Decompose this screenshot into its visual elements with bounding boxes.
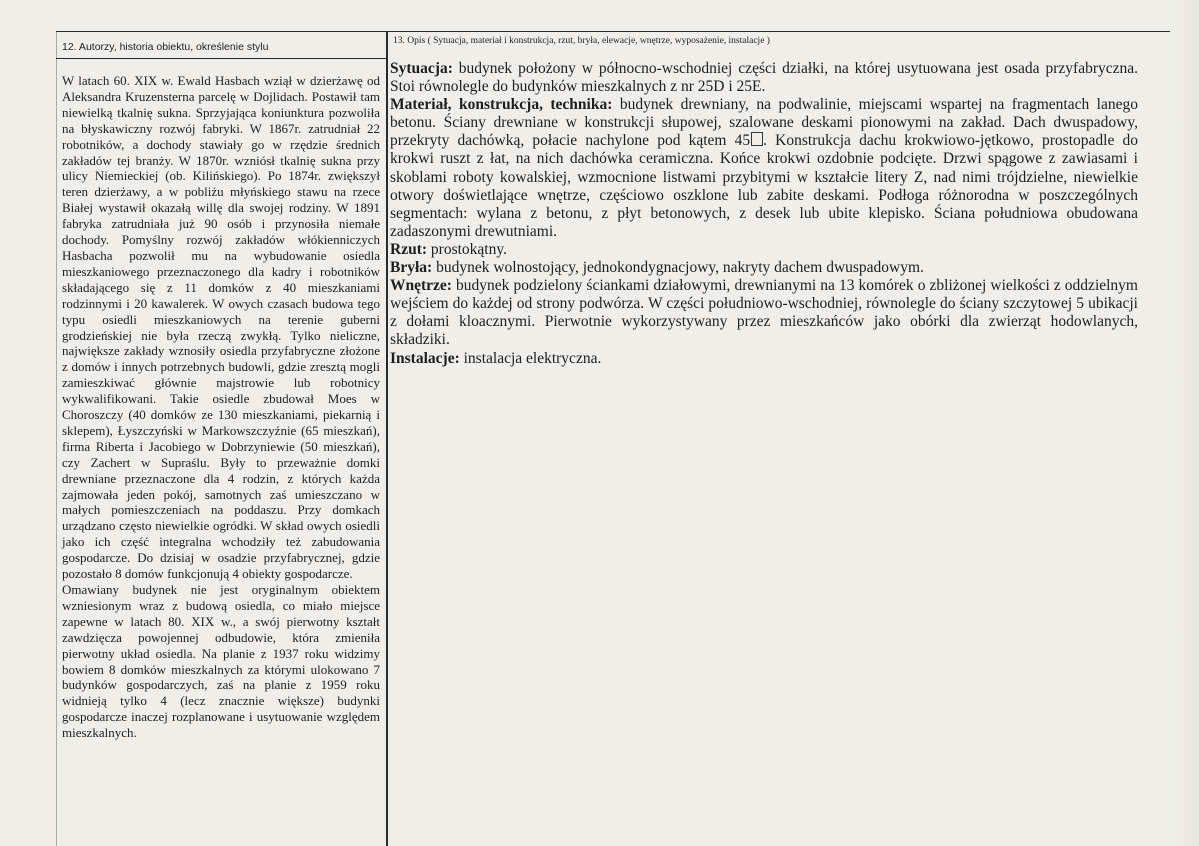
form-text: budynek wolnostojący, jednokondygnacjowy, nakryty dachem dwuspadowym. — [432, 259, 924, 277]
scan-edge-shadow — [1170, 0, 1199, 846]
frame-column-divider — [386, 31, 388, 846]
installations-paragraph — [390, 350, 1138, 368]
form-label: Bryła: — [390, 259, 433, 277]
situation-text: budynek położony w północno-wschodniej części działki, na której usytuowana jest osada przyfabryczna. Stoi równolegle do budynków mieszkalnych z nr 25D i 25E. — [390, 60, 1138, 96]
plan-label: Rzut: — [390, 240, 428, 258]
installations-text: instalacja elektryczna. — [459, 349, 602, 367]
description-text — [390, 60, 1138, 368]
history-text — [62, 73, 380, 741]
situation-label: Sytuacja: — [390, 60, 453, 77]
installations-label: Instalacje: — [390, 349, 460, 367]
frame-top-line — [56, 31, 1170, 32]
section-12-title: 12. Autorzy, historia obiektu, określenie stylu — [62, 41, 269, 53]
form-paragraph — [390, 259, 1138, 277]
situation-paragraph — [390, 60, 1138, 96]
plan-text: prostokątny. — [427, 240, 507, 258]
frame-header-divider — [56, 58, 386, 59]
interior-paragraph — [390, 277, 1138, 349]
section-13-title: 13. Opis ( Sytuacja, materiał i konstrukcja, rzut, bryła, elewacje, wnętrze, wyposażenie, instalacje ) — [393, 36, 770, 46]
history-paragraph-2: Omawiany budynek nie jest oryginalnym obiektem wzniesionym wraz z budową osiedla, co miało miejsce zapewne w latach 80. XIX w., a swój pierwotny kształt zawdzięcza powojennej odbudowie, która zmieniła pierwotny układ osiedla. Na planie z 1937 roku widzimy bowiem 8 domków mieszkalnych za którymi ulokowano 7 budynków gospodarczych, zaś na planie z 1959 roku widnieją tylko 4 (lecz znacznie większe) budynki gospodarcze inaczej rozplanowane i usytuowanie względem mieszkalnych. — [62, 582, 380, 741]
plan-paragraph — [390, 241, 1138, 259]
frame-left-border — [56, 31, 57, 846]
missing-glyph-box — [751, 132, 763, 146]
interior-label: Wnętrze: — [390, 277, 452, 295]
interior-text: budynek podzielony ściankami działowymi, drewnianymi na 13 komórek o zbliżonej wielkości z oddzielnym wejściem do każdej od strony podwórza. W części południowo-wschodniej, równolegle do ściany szczytowej 5 ubikacji z dołami kloacznymi. Pierwotnie wykorzystywany przez mieszkańców jako obórki dla zwierząt hodowlanych, składziki. — [390, 277, 1138, 349]
material-label: Materiał, konstrukcja, technika: — [390, 96, 613, 114]
history-paragraph-1: W latach 60. XIX w. Ewald Hasbach wziął w dzierżawę od Aleksandra Kruzensterna parcelę w Dojlidach. Postawił tam niewielką tkalnię sukna. Sprzyjająca koniunktura pozwoliła na błyskawiczny rozwój fabryki. W 1867r. zatrudniał 22 robotników, a dochody stawiały go w rzędzie średnich zakładów tej branży. W 1870r. wzniósł tkalnię sukna przy ulicy Niemieckiej (ob. Kilińskiego). Po 1874r. zwiększył teren dzierżawy, a w pobliżu młyńskiego stawu na rzece Białej wystawił okazałą willę dla swojej rodziny. W 1891 fabryka zatrudniała już 90 osób i przynosiła niemałe dochody. Pomyślny rozwój zakładów włókienniczych Hasbacha pozwolił mu na wybudowanie osiedla mieszkaniowego przeznaczonego dla kadry i robotników składającego się z 11 domków z 40 mieszkaniami rodzinnymi i 20 kawalerek. W owych czasach budowa tego typu osiedli mieszkaniowych na terenie guberni grodzieńskiej nie była rzeczą zwykłą. Tylko nieliczne, największe zakłady wznosiły osiedla przyfabryczne złożone z domów i innych potrzebnych budowli, gdzie zresztą mogli zamieszkiwać głównie majstrowie lub robotnicy wykwalifikowani. Takie osiedle zbudował Moes w Choroszczy (40 domków ze 130 mieszkaniami, piekarnią i sklepem), Łyszczyński w Markowszczyźnie (65 mieszkań), firma Riberta i Jacobiego w Dobrzyniewie (50 mieszkań), czy Zachert w Supraślu. Były to przeważnie domki drewniane przeznaczone dla 4 rodzin, z których każda zajmowała jeden pokój, samotnych zaś umieszczano w małych pomieszczeniach na poddaszu. Przy domkach urządzano często niewielkie ogródki. W skład owych osiedli jako ich część integralna wchodziły też zabudowania gospodarcze. Do dzisiaj w osadzie przyfabrycznej, gdzie pozostało 8 domów funkcjonują 4 obiekty gospodarcze. — [62, 73, 380, 582]
material-text-1: budynek drewniany, na podwalinie, miejscami wspartej na fragmentach lanego betonu. Ściany drewniane w konstrukcji słupowej, szalowane deskami pionowymi na zakład. Dach dwuspadowy, przekryty dachówką, połacie nachylone pod kątem 45 — [390, 96, 1138, 150]
material-text-2: . Konstrukcja dachu krokwiowo-jętkowo, prostopadle do krokwi ruszt z łat, na nich dachówka ceramiczna. Końce krokwi ozdobnie podcięte. Drzwi spągowe z zawiasami i skoblami roboty kowalskiej, wzmocnione listwami przybitymi w kształcie litery Z, nad nimi trójdzielne, niewielkie otwory doświetlające wnętrze, częściowo oszklone lub zabite deskami. Podłoga różnorodna w poszczególnych segmentach: wylana z betonu, z płyt betonowych, z desek lub ubite klepisko. Ściana południowa obudowana zadaszonymi drewutniami. — [390, 132, 1138, 240]
material-paragraph — [390, 96, 1138, 241]
